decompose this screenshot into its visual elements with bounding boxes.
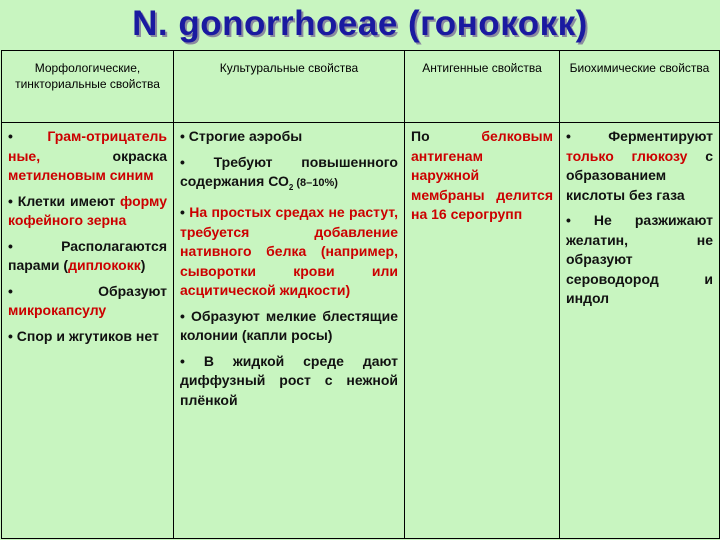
cell-antigenic	[405, 123, 560, 539]
biochem-item-2: • Не разжижают желатин, не образуют сероводород и индол	[566, 212, 713, 306]
microcapsule-text: микрокапсулу	[8, 302, 107, 318]
cult-item-2: • Требуют повышенного содержания $СО_2$ (8–10%)	[180, 153, 398, 192]
header-antigenic: Антигенные свойства	[405, 51, 560, 123]
cult-item-1: • Строгие аэробы	[180, 128, 303, 144]
header-morphology: Морфологические, тинкториальные свойства	[2, 51, 174, 123]
morph-item-4: • Образуют микрокапсулу	[8, 282, 167, 318]
properties-table	[1, 50, 720, 539]
cult-item-4: • Образуют мелкие блестящие колонии (капли росы)	[180, 307, 398, 344]
morph-item-5: • Спор и жгутиков нет	[8, 327, 159, 344]
header-cultural: Культуральные свойства	[174, 51, 405, 123]
gram-negative-text: Грам-отрицатель ные,	[8, 128, 167, 164]
morph-item-2: • Клетки имеют форму кофейного зерна	[8, 192, 167, 228]
header-biochemical: Биохимические свойства	[560, 51, 720, 123]
morph-item-1: • Грам-отрицатель ные, окраска метиленовым синим	[8, 128, 167, 183]
header-row	[2, 51, 720, 123]
cult-item-5: • В жидкой среде дают диффузный рост с нежной плёнкой	[180, 352, 398, 408]
cult-item-3: • На простых средах не растут, требуется добавление нативного белка (например, сыворотки крови или асцитической жидкости)	[180, 204, 398, 299]
coffee-bean-text: форму кофейного зерна	[8, 192, 167, 228]
page-title: N. gonorrhoeae (гонококк)	[132, 4, 588, 43]
cell-cultural	[174, 123, 405, 539]
methylene-blue-text: метиленовым синим	[8, 167, 154, 183]
biochem-item-1: • Ферментируют только глюкозу с образованием кислоты без газа	[566, 128, 713, 203]
cell-biochemical	[560, 123, 720, 539]
simple-media-text: На простых средах не растут, требуется добавление нативного белка (например, сыворотки крови или асцитической жидкости)	[180, 204, 398, 299]
diplococcus-text: диплококк	[68, 257, 141, 273]
cell-morphology	[2, 123, 174, 539]
morph-item-3: • Располагаются парами (диплококк)	[8, 237, 167, 273]
content-row	[2, 123, 720, 539]
serogroups-text: белковым антигенам наружной мембраны делится на 16 серогрупп	[411, 128, 553, 222]
antigen-item-1: По белковым антигенам наружной мембраны делится на 16 серогрупп	[411, 128, 553, 222]
glucose-only-text: только глюкозу	[566, 147, 688, 164]
